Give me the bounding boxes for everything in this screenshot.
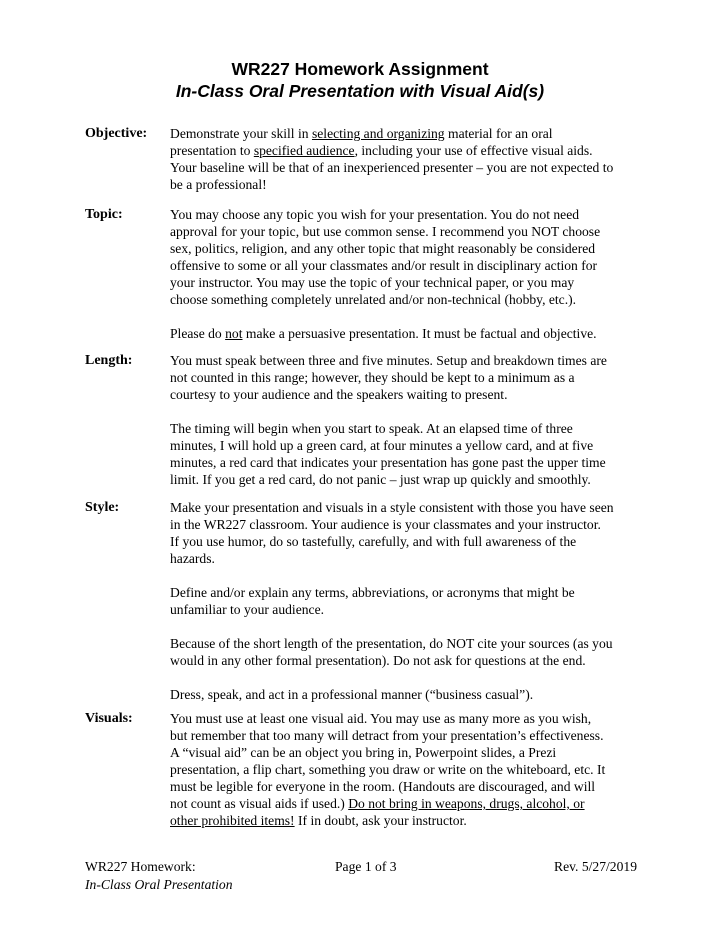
- text-line: offensive to some or all your classmates and/or result in disciplinary action for: [170, 258, 598, 273]
- text-line: You must speak between three and five minutes. Setup and breakdown times are: [170, 353, 607, 368]
- text-line: You must use at least one visual aid. You may use as many more as you wish,: [170, 711, 592, 726]
- footer-assignment-name: In-Class Oral Presentation: [85, 877, 233, 892]
- text-line: choose something completely unrelated and/or non-technical (hobby, etc.).: [170, 292, 577, 307]
- footer-course: WR227 Homework:: [85, 859, 196, 874]
- objective-body: [170, 125, 640, 210]
- paragraph: [170, 325, 640, 342]
- text-line: minutes, a red card that indicates your presentation has gone past the upper time: [170, 455, 606, 470]
- objective-label: Objective:: [85, 126, 148, 141]
- paragraph: [170, 420, 640, 488]
- text-line: not counted in this range; however, they should be kept to a minimum as a: [170, 370, 575, 385]
- text-line: your instructor. You may use the topic of your technical paper, or you may: [170, 275, 575, 290]
- document-title: WR227 Homework Assignment: [231, 59, 489, 79]
- text-line: limit. If you get a red card, do not panic – just wrap up quickly and smoothly.: [170, 472, 591, 487]
- text-line: You may choose any topic you wish for your presentation. You do not need: [170, 207, 580, 222]
- text-line: in the WR227 classroom. Your audience is your classmates and your instructor.: [170, 517, 601, 532]
- paragraph: [170, 584, 640, 618]
- paragraph: [170, 206, 640, 308]
- underlined-text: selecting and organizing: [311, 126, 445, 141]
- text-line: Please do not make a persuasive presentation. It must be factual and objective.: [170, 326, 597, 341]
- text-line: unfamiliar to your audience.: [170, 602, 325, 617]
- text-line: be a professional!: [170, 177, 267, 192]
- text-line: minutes, I will hold up a green card, at four minutes a yellow card, and at five: [170, 438, 594, 453]
- underlined-text: specified audience: [253, 143, 355, 158]
- text-line: would in any other formal presentation). Do not ask for questions at the end.: [170, 653, 586, 668]
- topic-label: Topic:: [85, 207, 123, 222]
- length-body: [170, 352, 640, 505]
- footer-page-number: Page 1 of 3: [335, 859, 397, 874]
- text-line: presentation to specified audience, including your use of effective visual aids.: [170, 143, 593, 158]
- visuals-body: [170, 710, 640, 846]
- paragraph: [170, 710, 640, 829]
- length-label: Length:: [85, 353, 133, 368]
- text-line: If you use humor, do so tastefully, carefully, and with full awareness of the: [170, 534, 577, 549]
- text-line: presentation, a flip chart, something you draw or write on the whiteboard, etc. It: [170, 762, 606, 777]
- paragraph: [170, 352, 640, 403]
- text-line: Your baseline will be that of an inexperienced presenter – you are not expected to: [170, 160, 614, 175]
- underlined-text: other prohibited items!: [170, 813, 295, 828]
- text-line: Make your presentation and visuals in a style consistent with those you have seen: [170, 500, 614, 515]
- paragraph: [170, 686, 640, 703]
- footer-revision: Rev. 5/27/2019: [554, 859, 637, 874]
- topic-body: [170, 206, 640, 359]
- underlined-text: Do not bring in weapons, drugs, alcohol, or: [348, 796, 585, 811]
- text-line: other prohibited items! If in doubt, ask your instructor.: [170, 813, 467, 828]
- document-subtitle: In-Class Oral Presentation with Visual Aid(s): [175, 81, 545, 101]
- text-line: Define and/or explain any terms, abbreviations, or acronyms that might be: [170, 585, 575, 600]
- style-label: Style:: [85, 500, 120, 515]
- text-line: The timing will begin when you start to speak. At an elapsed time of three: [170, 421, 573, 436]
- visuals-label: Visuals:: [85, 711, 133, 726]
- text-line: sex, politics, religion, and any other topic that might reasonably be considered: [170, 241, 596, 256]
- text-line: approval for your topic, but use common sense. I recommend you NOT choose: [170, 224, 601, 239]
- text-line: Because of the short length of the presentation, do NOT cite your sources (as you: [170, 636, 613, 651]
- text-line: courtesy to your audience and the speakers waiting to present.: [170, 387, 508, 402]
- text-line: Dress, speak, and act in a professional manner (“business casual”).: [170, 687, 534, 702]
- text-line: must be legible for everyone in the room. (Handouts are discouraged, and will: [170, 779, 596, 794]
- paragraph: [170, 125, 640, 193]
- text-line: A “visual aid” can be an object you bring in, Powerpoint slides, a Prezi: [170, 745, 557, 760]
- text-line: not count as visual aids if used.) Do not bring in weapons, drugs, alcohol, or: [170, 796, 585, 811]
- paragraph: [170, 499, 640, 567]
- text-line: but remember that too many will detract from your presentation’s effectiveness.: [170, 728, 604, 743]
- text-line: Demonstrate your skill in selecting and organizing material for an oral: [170, 126, 553, 141]
- text-line: hazards.: [170, 551, 215, 566]
- paragraph: [170, 635, 640, 669]
- underlined-text: not: [225, 326, 243, 341]
- style-body: [170, 499, 640, 720]
